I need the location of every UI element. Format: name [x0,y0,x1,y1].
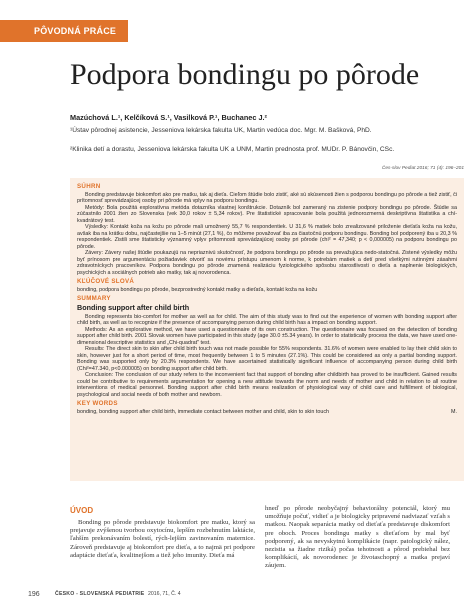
suhrn-heading: SÚHRN [77,183,101,190]
body-left-column [70,519,255,560]
summary-paragraph: Conclusion: The conclusion of our study refers to the inconvenient fact that support of bonding after childbirth has proved to be insufficient. Gained results could be contributive to requirements argumentation for opening a new attitude towards the norm and needs of mother and child in relation to all routine interventions of medical personnel. Bonding support after child birth means realization of physiological way of child care and fulfillment of biological, psychological and social needs of both mother and newborn. [77,372,457,398]
affiliation-1: ¹Ústav pôrodnej asistencie, Jesseniova lekárska fakulta UK, Martin vedúca doc. Mgr. M. Bašková, PhD. [70,127,372,134]
affiliation-2: ²Klinika detí a dorastu, Jesseniova lekárska fakulta UK a UNM, Martin prednosta prof. MUDr. P. Bánovčin, CSc. [70,146,395,153]
summary-heading: SUMMARY [77,295,111,302]
suhrn-paragraph: Bonding predstavuje biokomfort ako pre matku, tak aj dieťa. Cieľom štúdie bolo zistiť, aké sú skúsenosti žien s podporou bondingu po pôrode a tiež zistiť, či prítomnosť sprevádzajúcej osoby pri pôrode má vplyv na podporu bondingu. [77,191,457,204]
keywords-text: bonding, bonding support after child birth, immediate contact between mother and child, skin to skin touch [77,408,330,415]
section-label: PÔVODNÁ PRÁCE [0,20,128,42]
body-paragraph: Bonding po pôrode predstavuje biokomfort pre matku, ktorý sa prejavuje zvýšenou tvorbou oxytocínu, lepším rozbehnutím laktácie, ľahším prekonávaním bolestí, rých-lejším zavinovaním maternice. Zároveň predstavuje aj biokomfort pre dieťa, a to najmä pri podpore adaptácie dieťaťa, kvalitnejšom a tiež jeho imunity. Dieťa má [70,519,255,559]
uvod-heading: ÚVOD [70,506,94,515]
page-number: 196 [28,590,40,598]
article-title: Podpora bondingu po pôrode [70,58,420,91]
keywords-row [77,409,457,416]
citation: Čes-slov Pediat 2016; 71 (4): 196–201 [381,166,464,171]
summary-paragraph: Bonding represents bio-comfort for mother as well as for child. The aim of this study was to find out the experience of women with bonding support after child birth, as well as to recognize if the presence of accompanying person during child birth has a impact on bonding support. [77,313,457,326]
keywords-mark: M. [451,408,457,415]
summary-title: Bonding support after child birth [77,302,190,312]
abstract-box [70,178,464,481]
suhrn-paragraph: Závery: Závery našej štúdie poukazujú na nepriaznivú skutočnosť, že podpora bondingu po pôrode sa prevažujúca nedo-statočná. Zistené výsledky môžu byť prínosom pre argumentáciu požiadaviek otvoriť sa novému prístupu umenom k norme, k potrebám matiek a detí pred všetkými rutinnými zásahmi zdravotníckych pracovníkov. Podpora bondingu po pôrode znamená realizáciu fyziologického spôsobu starostlivosti o dieťa a naplnenie biologických, psychických a sociálnych potrieb ako matky, tak aj novorodenca. [77,250,457,276]
klucove-slova-text: bonding, podpora bondingu po pôrode, bezprostredný kontakt matky a dieťaťa, kontakt koža na kožu [77,286,318,293]
klucove-slova-heading: KĽÚČOVÉ SLOVÁ [77,278,135,285]
author-list: Mazúchová L.¹, Kelčíková S.¹, Vasilková P.¹, Buchanec J.² [70,113,267,122]
body-paragraph: hneď po pôrode neobyčajný behaviorálny potenciál, ktorý mu umožňuje počuť, vidieť a je biologicky pripravené nadviazať vzťah s matkou. Naopak separácia matky od dieťaťa predstavuje diskomfort pre oboch. Proces bondingu matky s dieťaťom by mal byť podporený, ak sa nevyskytnú komplikácie (napr. patologický nález, nezistia sa žiadne riziká) počas tehotnosti a pôrod prebiehal bez komplikácií, ak novorodenec je životaschopný a matka prejaví záujem. [265,505,450,570]
suhrn-paragraph: Výsledky: Kontakt koža na kožu po pôrode mali umožnený 55,7 % respondentiek. U 31,6 % matiek bolo zrealizované priloženie dieťaťa koža na kožu, avšak iba na krátku dobu, najčastejšie na 1–5 minút (27,1 %), čo môžeme považovať iba za čiastočnú podporu bondingu. Bonding bol podporený iba u 20,3 % respondentiek. Zistili sme štatisticky významný vplyv prítomnosti sprevádzajúcej osoby pri pôrode (chí² = 47,340; p < 0,000005) na podporu bondingu po pôrode. [77,224,457,250]
journal-issue: 2016, 71, Č. 4 [148,591,181,597]
summary-paragraph: Results: The direct skin to skin after child birth touch was not made possible for 55% respondents. 31.6% of women were enabled to lay their child skin to skin, however just for a short period of time, most frequently between 1 to 5 minutes (27.1%). This could be considered as only a partial bonding support. Bonding was supported only by 20.3% respondents. We have ascertained statistically significant influence of accompanying person during child birth (Chi²=47.340, p<0.000005) on bonding support after child birth. [77,346,457,372]
summary-paragraph: Methods: As an explorative method, we have used a questionnaire of its own construction. The questionnaire was focused on the detection of bonding support after child birth. 2001 Slovak women have participated in this study (age 30.0 ±5.34 years). In order to statistically process the data, we have used one-dimensional descriptive statistics and „Chi-quadrat" test. [77,326,457,346]
body-right-column [265,505,450,571]
keywords-heading: KEY WORDS [77,400,118,407]
page-footer [0,587,474,601]
journal-name: ČESKO - SLOVENSKÁ PEDIATRIE [55,591,145,597]
suhrn-paragraph: Metódy: Bola použitá exploratívna metóda dotazníka vlastnej konštrukcie. Dotazník bol zameraný na zistenie podpory bondingu po pôrode. Štúdie sa zúčastnilo 2001 žien zo Slovenska (vek 30,0 rokov ± 5,34 rokov). Pre štatistické spracovanie bola použitá jednorozmerná deskriptívna štatistika a chí-kvadrátový test. [77,204,457,224]
